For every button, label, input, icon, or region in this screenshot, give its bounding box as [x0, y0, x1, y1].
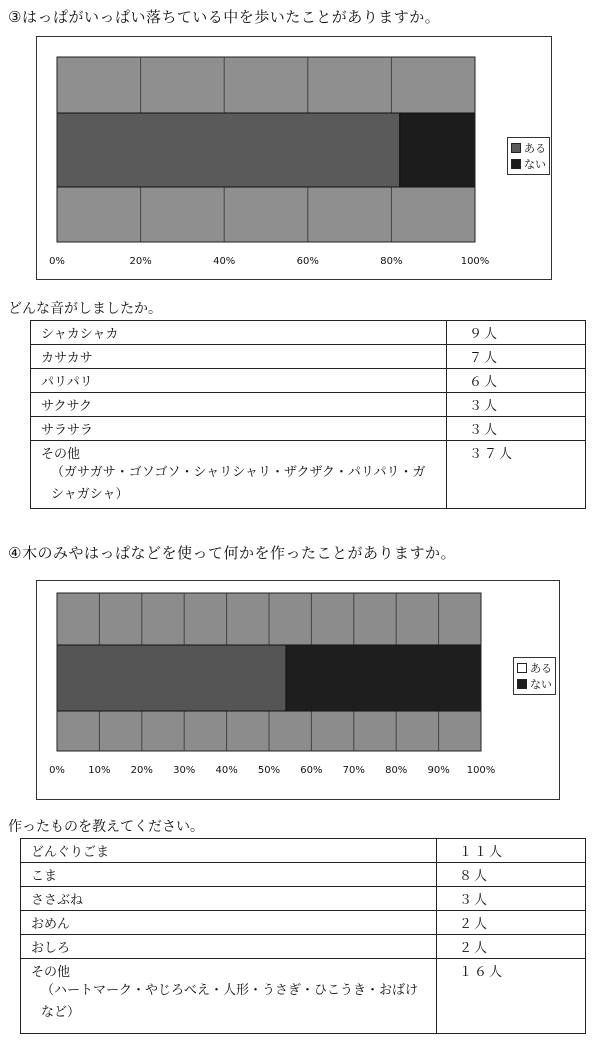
x-tick-label: 60% — [300, 765, 323, 776]
bar-segment-aru — [57, 645, 286, 711]
answer-other-note: （ガサガサ・ゴソゴソ・シャリシャリ・ザクザク・パリパリ・ガシャガシャ） — [51, 465, 426, 502]
chart-q4-legend — [513, 657, 556, 695]
answer-count: １６人 — [437, 959, 586, 1034]
table-row — [21, 839, 586, 863]
bar-segment-nai — [286, 645, 481, 711]
answer-label: シャカシャカ — [31, 321, 447, 345]
answer-label: ささぶね — [21, 887, 437, 911]
answer-other-cell — [31, 441, 447, 509]
answer-other-cell — [21, 959, 437, 1034]
legend-swatch-nai — [517, 679, 527, 689]
answer-count: ６人 — [447, 369, 586, 393]
chart-q3-svg — [37, 37, 551, 279]
bar-segment-aru — [57, 113, 400, 187]
bar-segment-nai — [400, 113, 475, 187]
question-4-title: ④木のみやはっぱなどを使って何かを作ったことがありますか。 — [8, 544, 456, 562]
table-row — [21, 911, 586, 935]
legend-label-nai: ない — [524, 158, 546, 171]
x-tick-label: 0% — [49, 256, 65, 267]
legend-item-nai — [511, 156, 546, 172]
answer-count: ３人 — [437, 887, 586, 911]
question-3-title: ③はっぱがいっぱい落ちている中を歩いたことがありますか。 — [8, 8, 441, 26]
answer-label: どんぐりごま — [21, 839, 437, 863]
q3-answers-table — [30, 320, 586, 509]
answer-label: カサカサ — [31, 345, 447, 369]
answer-label: パリパリ — [31, 369, 447, 393]
x-tick-label: 100% — [460, 256, 490, 267]
x-tick-label: 10% — [88, 765, 111, 776]
answer-count: ２人 — [437, 935, 586, 959]
answer-count: ２人 — [437, 911, 586, 935]
answer-count: ８人 — [437, 863, 586, 887]
table-row — [21, 863, 586, 887]
legend-swatch-nai — [511, 159, 521, 169]
answer-label: おめん — [21, 911, 437, 935]
legend-item-aru — [517, 660, 552, 676]
answer-label: こま — [21, 863, 437, 887]
answer-count: ３人 — [447, 417, 586, 441]
legend-item-aru — [511, 140, 546, 156]
answer-other-note: （ハートマーク・やじろべえ・人形・うさぎ・ひこうき・おばけなど） — [41, 983, 419, 1020]
x-tick-label: 20% — [129, 256, 152, 267]
x-tick-label: 100% — [466, 765, 496, 776]
answer-label: その他 — [31, 965, 71, 980]
table-row — [31, 417, 586, 441]
x-tick-label: 90% — [427, 765, 450, 776]
x-tick-label: 30% — [173, 765, 196, 776]
x-tick-label: 50% — [257, 765, 281, 776]
answer-label: サクサク — [31, 393, 447, 417]
legend-label-aru: ある — [524, 142, 546, 155]
answer-count: ９人 — [447, 321, 586, 345]
table-row — [31, 321, 586, 345]
answer-label: おしろ — [21, 935, 437, 959]
answer-count: ７人 — [447, 345, 586, 369]
legend-label-aru: ある — [530, 662, 552, 675]
x-tick-label: 80% — [380, 256, 403, 267]
answer-label: その他 — [41, 447, 81, 462]
x-tick-label: 0% — [49, 765, 65, 776]
table-row — [31, 345, 586, 369]
answer-count: ３７人 — [447, 441, 586, 509]
chart-q3 — [36, 36, 552, 280]
table-row — [21, 935, 586, 959]
table-row — [21, 887, 586, 911]
x-tick-label: 40% — [215, 765, 238, 776]
q4-answers-table — [20, 838, 586, 1034]
legend-swatch-aru — [511, 143, 521, 153]
legend-label-nai: ない — [530, 678, 552, 691]
question-4-subtitle: 作ったものを教えてください。 — [8, 819, 204, 835]
x-tick-label: 70% — [342, 765, 365, 776]
table-row — [31, 393, 586, 417]
answer-count: １１人 — [437, 839, 586, 863]
x-tick-label: 60% — [296, 256, 319, 267]
chart-q4 — [36, 580, 560, 800]
table-row — [31, 369, 586, 393]
answer-count: ３人 — [447, 393, 586, 417]
x-tick-label: 80% — [385, 765, 408, 776]
table-row — [21, 959, 586, 1034]
x-tick-label: 40% — [213, 256, 236, 267]
chart-q3-legend — [507, 137, 550, 175]
legend-item-nai — [517, 676, 552, 692]
legend-swatch-aru — [517, 663, 527, 673]
chart-q4-svg — [37, 581, 559, 799]
table-row — [31, 441, 586, 509]
answer-label: サラサラ — [31, 417, 447, 441]
question-3-subtitle: どんな音がしましたか。 — [8, 301, 162, 317]
x-tick-label: 20% — [130, 765, 153, 776]
